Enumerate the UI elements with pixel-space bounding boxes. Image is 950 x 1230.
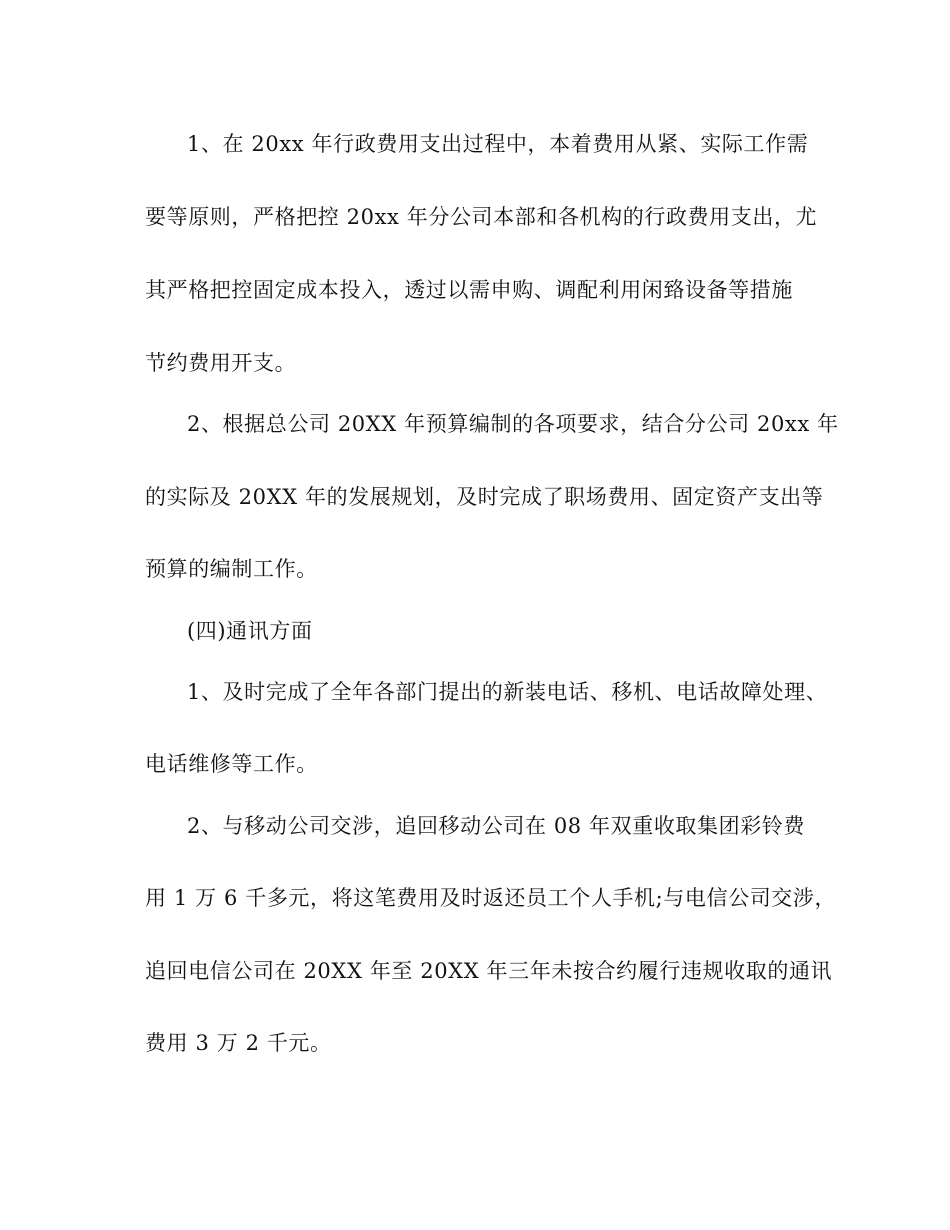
paragraph-line: 用 1 万 6 千多元，将这笔费用及时返还员工个人手机;与电信公司交涉，	[145, 886, 837, 910]
section-heading: (四)通讯方面	[187, 619, 313, 643]
paragraph-line: 2、根据总公司 20XX 年预算编制的各项要求，结合分公司 20xx 年	[187, 412, 839, 436]
paragraph-line: 1、在 20xx 年行政费用支出过程中，本着费用从紧、实际工作需	[187, 132, 809, 156]
paragraph-line: 费用 3 万 2 千元。	[145, 1031, 332, 1055]
paragraph-line: 追回电信公司在 20XX 年至 20XX 年三年未按合约履行违规收取的通讯	[145, 959, 833, 983]
paragraph-line: 要等原则，严格把控 20xx 年分公司本部和各机构的行政费用支出，尤	[145, 205, 818, 229]
paragraph-line: 1、及时完成了全年各部门提出的新装电话、移机、电话故障处理、	[187, 680, 828, 704]
paragraph-line: 的实际及 20XX 年的发展规划，及时完成了职场费用、固定资产支出等	[145, 485, 824, 509]
paragraph-line: 节约费用开支。	[145, 351, 297, 375]
paragraph-line: 预算的编制工作。	[145, 557, 318, 581]
paragraph-line: 2、与移动公司交涉，追回移动公司在 08 年双重收取集团彩铃费	[187, 814, 806, 838]
paragraph-line: 其严格把控固定成本投入，透过以需申购、调配利用闲臵设备等措施	[145, 278, 793, 302]
paragraph-line: 电话维修等工作。	[145, 752, 318, 776]
